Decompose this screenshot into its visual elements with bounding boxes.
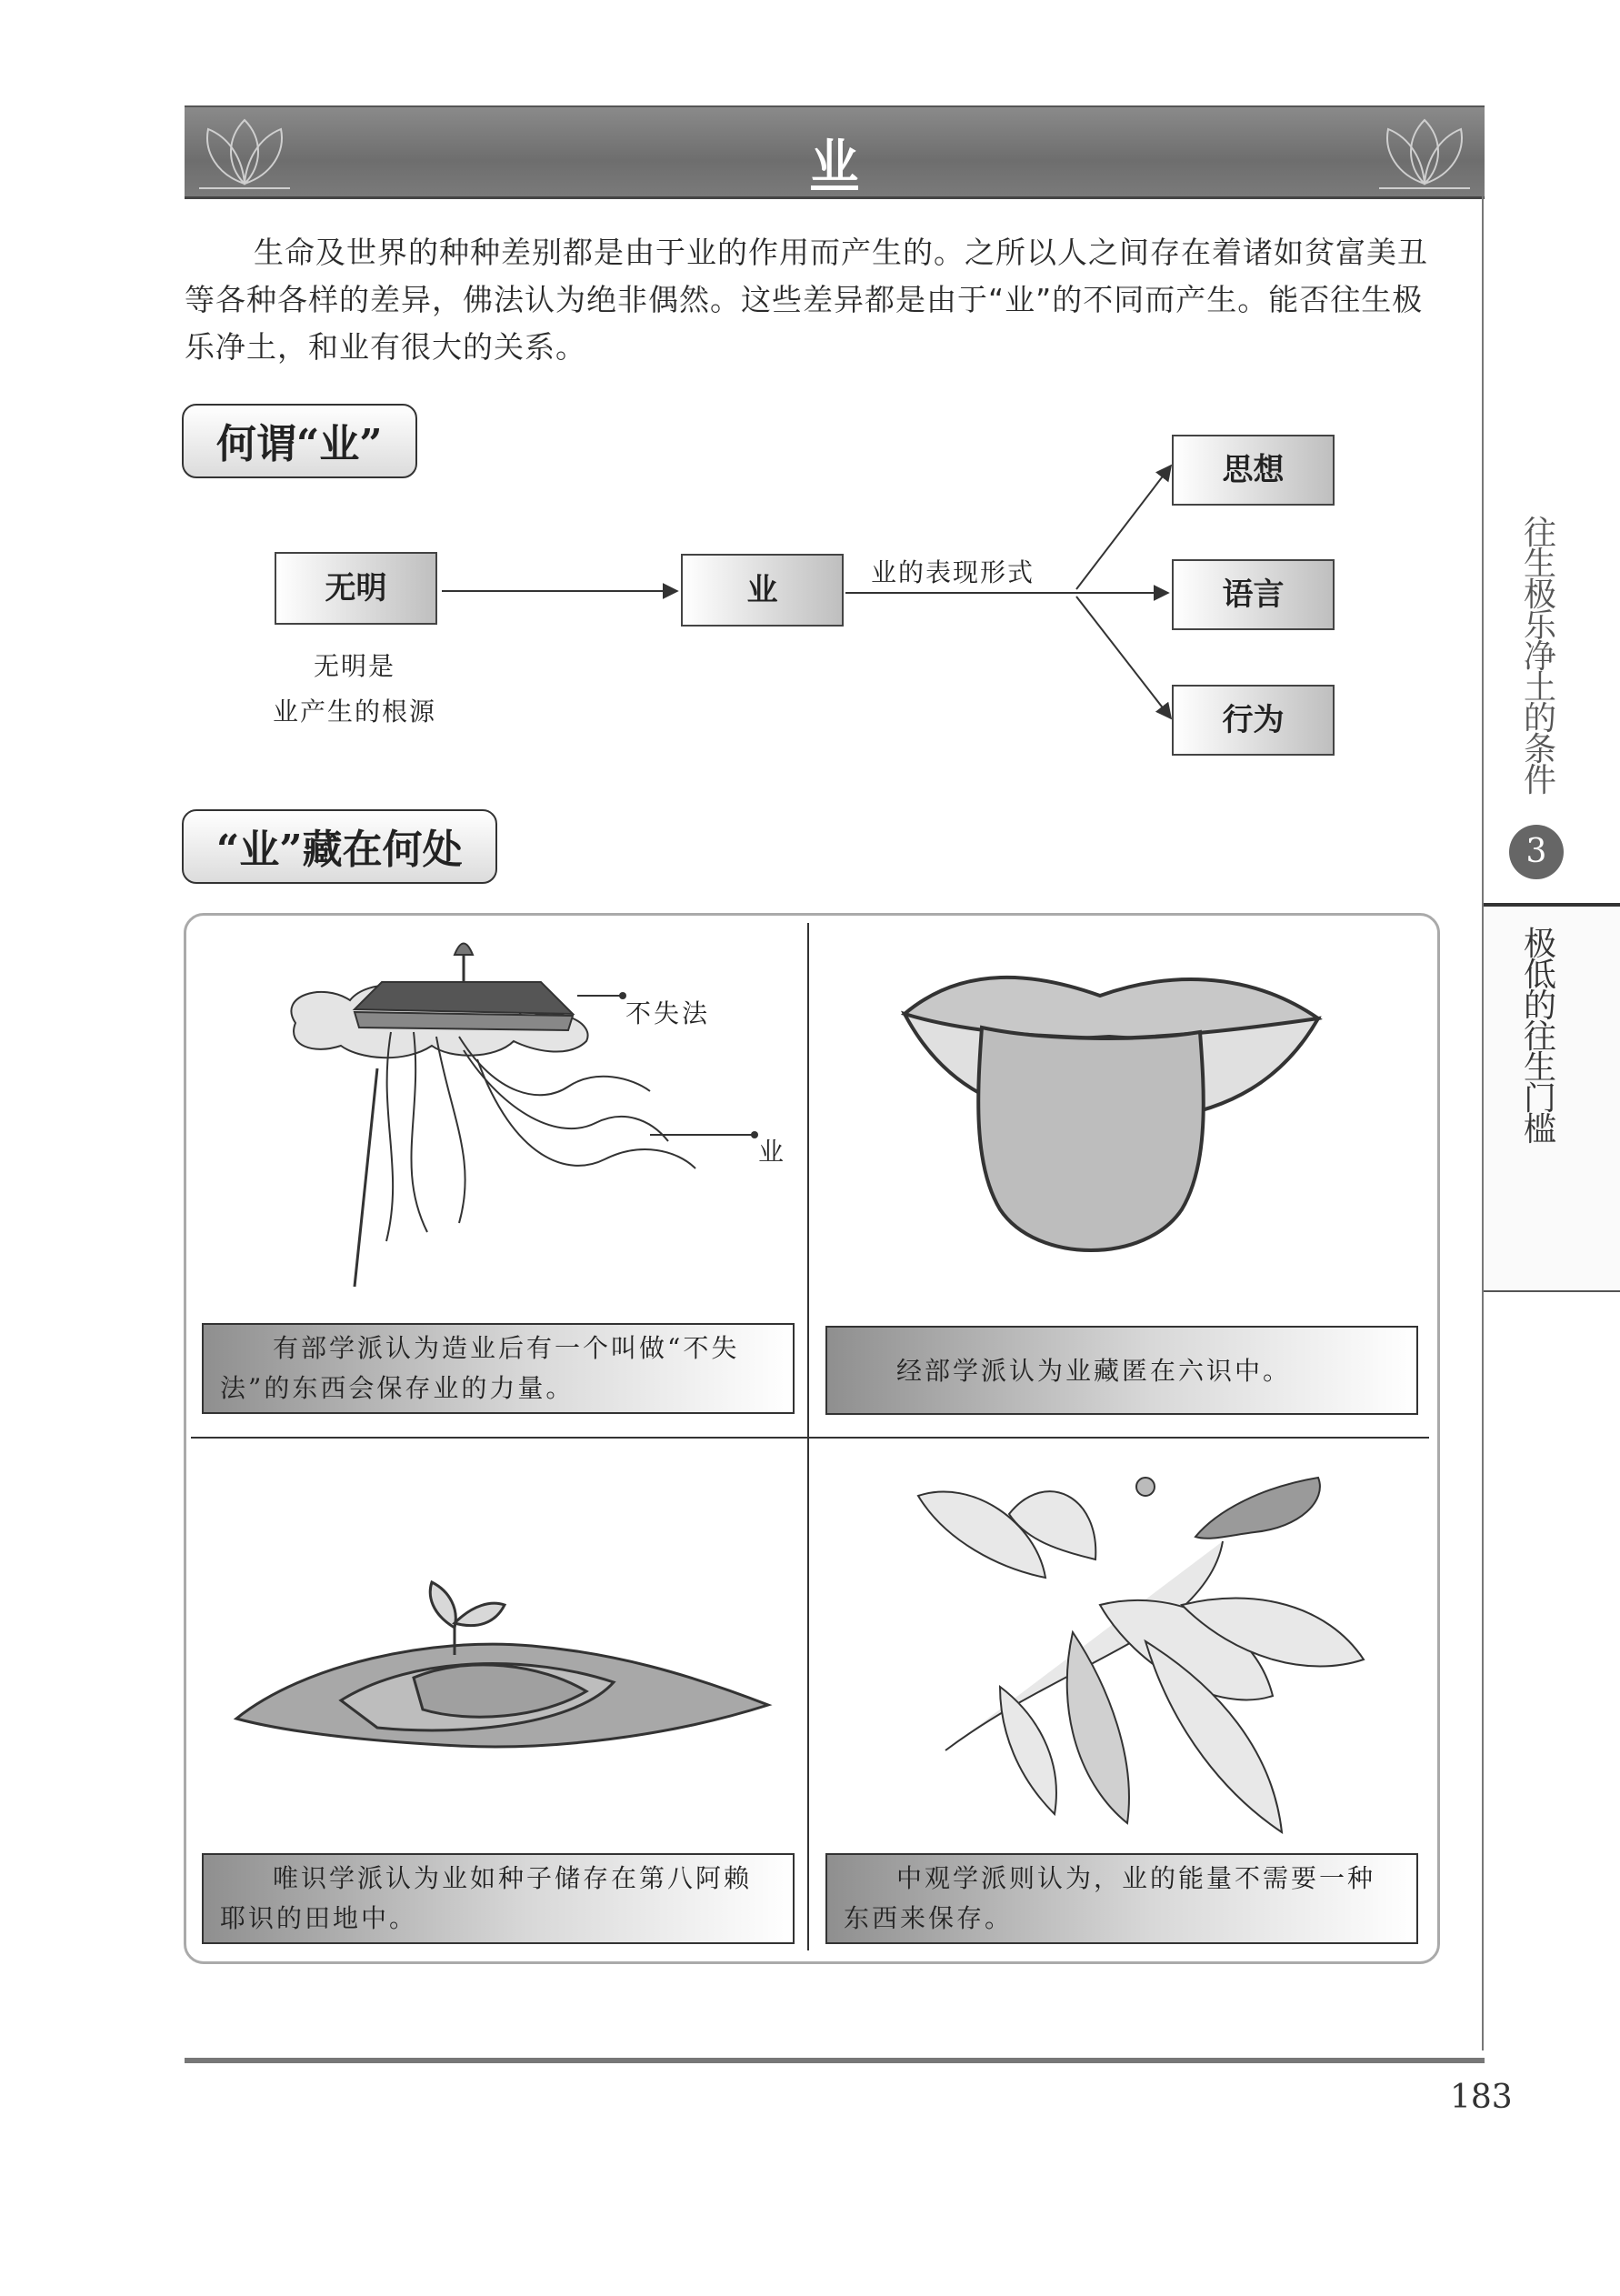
illustration-label-ye: 业: [758, 1137, 787, 1167]
tongue-illustration: [891, 955, 1336, 1273]
diagram-box-speech: 语言: [1172, 559, 1335, 630]
karma-diagram-arrows: [0, 0, 1620, 818]
caption-text: 唯识学派认为业如种子储存在第八阿赖耶识的田地中。: [220, 1863, 753, 1933]
footer-rule: [185, 2058, 1485, 2063]
caption-sautrantika: [825, 1326, 1418, 1415]
section-heading-where-karma-hides: “业”藏在何处: [182, 809, 497, 884]
page-title: 业: [810, 135, 858, 190]
caption-sarvastivada: [202, 1323, 795, 1414]
caption-text: 中观学派则认为，业的能量不需要一种东西来保存。: [844, 1863, 1376, 1933]
chapter-number-badge: 3: [1509, 825, 1564, 879]
diagram-note-line2: 业产生的根源: [272, 697, 436, 727]
seed-field-illustration: [232, 1546, 777, 1755]
diagram-note-line1: 无明是: [313, 651, 395, 681]
diagram-box-wuming: 无明: [275, 552, 437, 625]
section-heading-what-is-karma: 何谓“业”: [182, 404, 417, 478]
caption-text: 有部学派认为造业后有一个叫做“不失法”的东西会保存业的力量。: [220, 1333, 740, 1403]
arrow-to-xingwei: [1076, 597, 1171, 718]
canopy-illustration: [268, 932, 777, 1314]
diagram-box-thought: 思想: [1172, 435, 1335, 506]
diagram-box-action: 行为: [1172, 685, 1335, 756]
panel-horizontal-divider: [191, 1437, 1429, 1439]
intro-paragraph: 生命及世界的种种差别都是由于业的作用而产生的。之所以人之间存在着诸如贫富美丑等各种各样的差异，佛法认为绝非偶然。这些差异都是由于“业”的不同而产生。能否往生极乐净土，和业有很大的关系。: [185, 235, 1428, 365]
caption-madhyamaka: [825, 1853, 1418, 1944]
caption-text: 经部学派认为业藏匿在六识中。: [896, 1356, 1292, 1386]
chapter-tab-title: 往生极乐净土的条件: [1523, 515, 1556, 799]
section-tab-title: 极低的往生门槛: [1523, 926, 1556, 1148]
caption-yogacara: [202, 1853, 795, 1944]
diagram-branch-label: 业的表现形式: [871, 557, 1035, 587]
arrow-to-sixiang: [1076, 466, 1171, 589]
diagram-box-ye: 业: [681, 554, 844, 627]
pepper-plant-illustration: [873, 1459, 1382, 1850]
illustration-label-bushifa: 不失法: [625, 998, 711, 1028]
diagram-note-root: [245, 644, 464, 735]
page-number: 183: [1450, 2079, 1513, 2116]
